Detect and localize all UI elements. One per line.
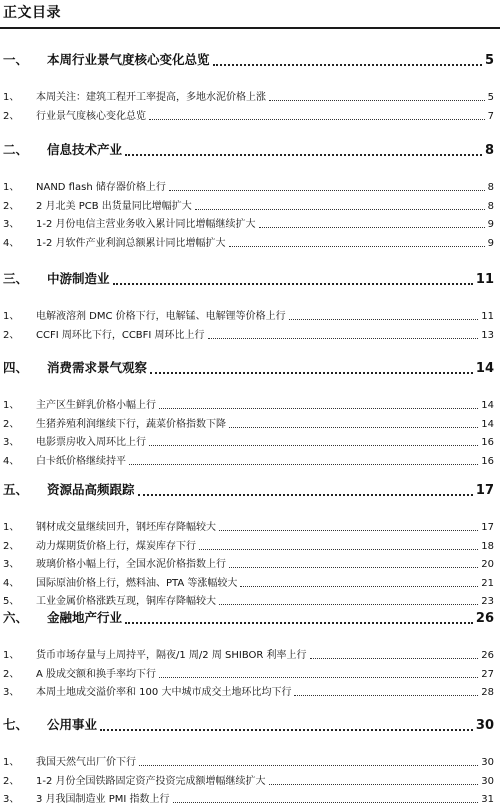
subsection-page-number: 7 [487, 110, 494, 122]
subsection-number: 2、 [3, 540, 20, 552]
dot-leader [150, 372, 473, 374]
subsection-number: 4、 [3, 455, 20, 467]
toc-subsection-entry[interactable] [0, 89, 500, 103]
subsection-title: 1-2 月份电信主营业务收入累计同比增幅继续扩大 [36, 219, 256, 230]
toc-subsection-entry[interactable] [0, 235, 500, 249]
toc-subsection-entry[interactable] [0, 773, 500, 787]
section-title: 信息技术产业 [47, 142, 123, 157]
toc-subsection-entry[interactable] [0, 538, 500, 552]
subsection-number: 3、 [3, 219, 20, 230]
subsection-page-number: 8 [487, 200, 494, 212]
subsection-number: 4、 [3, 577, 20, 589]
subsection-title: NAND flash 储存器价格上行 [36, 182, 166, 193]
subsection-title: 3 月我国制造业 PMI 指数上行 [36, 794, 170, 805]
subsection-title: 玻璃价格小幅上行，全国水泥价格指数上行 [36, 559, 226, 570]
subsection-title: 国际原油价格上行，燃料油、PTA 等涨幅较大 [36, 577, 238, 589]
subsection-title: 白卡纸价格继续持平 [36, 455, 126, 467]
subsection-number: 3、 [3, 437, 20, 448]
subsection-number: 2、 [3, 668, 20, 680]
subsection-title: A 股成交额和换手率均下行 [36, 668, 157, 680]
dot-leader [159, 408, 478, 409]
subsection-title: 主产区生鲜乳价格小幅上行 [36, 400, 156, 411]
toc-subsection-entry[interactable] [0, 308, 500, 322]
subsection-number: 2、 [3, 775, 20, 787]
subsection-page-number: 28 [481, 687, 494, 698]
dot-leader [138, 494, 473, 496]
section-number: 五、 [3, 482, 29, 497]
toc-section-entry[interactable] [0, 480, 500, 498]
dot-leader [100, 729, 473, 731]
subsection-number: 2、 [3, 329, 20, 341]
toc-section-entry[interactable] [0, 715, 500, 733]
dot-leader [139, 765, 478, 766]
section-title: 资源品高频跟踪 [47, 482, 135, 497]
subsection-page-number: 30 [481, 757, 494, 768]
subsection-page-number: 23 [481, 596, 494, 607]
toc-section-entry[interactable] [0, 140, 500, 158]
dot-leader [229, 567, 478, 568]
subsection-number: 3、 [3, 794, 20, 805]
section-title: 金融地产行业 [47, 610, 123, 625]
toc-subsection-entry[interactable] [0, 575, 500, 589]
toc-subsection-entry[interactable] [0, 519, 500, 533]
dot-leader [173, 802, 479, 803]
toc-subsection-entry[interactable] [0, 593, 500, 607]
dot-leader [125, 622, 473, 624]
dot-leader [129, 464, 478, 465]
subsection-page-number: 13 [481, 329, 494, 341]
subsection-number: 1、 [3, 311, 20, 322]
subsection-page-number: 16 [481, 437, 494, 448]
subsection-page-number: 9 [487, 237, 494, 249]
subsection-title: 电影票房收入周环比上行 [36, 437, 146, 448]
section-page-number: 30 [475, 718, 494, 733]
subsection-page-number: 8 [487, 182, 494, 193]
subsection-number: 2、 [3, 418, 20, 430]
subsection-title: 我国天然气出厂价下行 [36, 757, 136, 768]
section-page-number: 5 [484, 53, 494, 68]
toc-subsection-entry[interactable] [0, 791, 500, 805]
subsection-page-number: 16 [481, 455, 494, 467]
toc-subsection-entry[interactable] [0, 397, 500, 411]
toc-section-entry[interactable] [0, 269, 500, 287]
subsection-number: 2、 [3, 200, 20, 212]
subsection-title: 本周土地成交溢价率和 100 大中城市成交土地环比均下行 [36, 687, 292, 698]
toc-subsection-entry[interactable] [0, 754, 500, 768]
subsection-title: 电解液溶剂 DMC 价格下行，电解锰、电解锂等价格上行 [36, 311, 286, 322]
subsection-number: 5、 [3, 596, 20, 607]
subsection-page-number: 21 [481, 577, 494, 589]
toc-subsection-entry[interactable] [0, 684, 500, 698]
dot-leader [169, 190, 485, 191]
subsection-page-number: 14 [481, 418, 494, 430]
subsection-page-number: 18 [481, 540, 494, 552]
dot-leader [269, 784, 479, 785]
dot-leader [229, 427, 478, 428]
section-page-number: 14 [475, 361, 494, 376]
page-title: 正文目录 [3, 5, 61, 21]
subsection-page-number: 26 [481, 650, 494, 661]
section-page-number: 8 [484, 143, 494, 158]
section-number: 六、 [3, 610, 29, 625]
dot-leader [213, 64, 482, 66]
section-page-number: 26 [475, 611, 494, 626]
dot-leader [113, 283, 473, 285]
subsection-number: 1、 [3, 182, 20, 193]
dot-leader [149, 445, 478, 446]
subsection-page-number: 27 [481, 668, 494, 680]
subsection-number: 2、 [3, 110, 20, 122]
section-number: 二、 [3, 142, 29, 157]
subsection-title: 工业金属价格涨跌互现，铜库存降幅较大 [36, 596, 216, 607]
subsection-title: 2 月北美 PCB 出货量同比增幅扩大 [36, 200, 192, 212]
dot-leader [219, 530, 478, 531]
toc-section-entry[interactable] [0, 50, 500, 68]
dot-leader [259, 227, 485, 228]
toc-section-entry[interactable] [0, 608, 500, 626]
section-title: 消费需求景气观察 [47, 360, 148, 375]
dot-leader [294, 695, 478, 696]
section-page-number: 17 [475, 483, 494, 498]
subsection-page-number: 17 [481, 522, 494, 533]
subsection-number: 4、 [3, 237, 20, 249]
dot-leader [269, 100, 485, 101]
subsection-title: 钢材成交量继续回升，钢坯库存降幅较大 [36, 522, 216, 533]
dot-leader [199, 549, 478, 550]
subsection-page-number: 9 [487, 219, 494, 230]
toc-subsection-entry[interactable] [0, 327, 500, 341]
subsection-page-number: 31 [481, 794, 494, 805]
dot-leader [125, 154, 482, 156]
toc-subsection-entry[interactable] [0, 647, 500, 661]
dot-leader [149, 119, 485, 120]
subsection-number: 1、 [3, 650, 20, 661]
toc-section-entry[interactable] [0, 358, 500, 376]
subsection-page-number: 11 [481, 311, 494, 322]
subsection-page-number: 20 [481, 559, 494, 570]
section-title: 中游制造业 [47, 271, 110, 286]
toc-subsection-entry[interactable] [0, 434, 500, 448]
subsection-page-number: 30 [481, 775, 494, 787]
toc-subsection-entry[interactable] [0, 556, 500, 570]
subsection-title: 行业景气度核心变化总览 [36, 110, 146, 122]
toc-subsection-entry[interactable] [0, 453, 500, 467]
dot-leader [240, 586, 478, 587]
subsection-title: 本周关注：建筑工程开工率提高，多地水泥价格上涨 [36, 92, 266, 103]
dot-leader [229, 246, 485, 247]
dot-leader [219, 604, 478, 605]
toc-subsection-entry[interactable] [0, 198, 500, 212]
dot-leader [159, 677, 478, 678]
subsection-number: 1、 [3, 522, 20, 533]
subsection-page-number: 14 [481, 400, 494, 411]
subsection-page-number: 5 [487, 92, 494, 103]
toc-subsection-entry[interactable] [0, 216, 500, 230]
section-number: 三、 [3, 271, 29, 286]
subsection-number: 3、 [3, 687, 20, 698]
dot-leader [310, 658, 479, 659]
subsection-number: 1、 [3, 757, 20, 768]
subsection-title: 1-2 月软件产业利润总额累计同比增幅扩大 [36, 237, 226, 249]
dot-leader [208, 338, 479, 339]
dot-leader [289, 319, 479, 320]
section-title: 公用事业 [47, 717, 98, 732]
section-number: 七、 [3, 717, 29, 732]
toc-subsection-entry[interactable] [0, 416, 500, 430]
section-title: 本周行业景气度核心变化总览 [47, 52, 210, 67]
subsection-title: 货币市场存量与上周持平，隔夜/1 周/2 周 SHIBOR 利率上行 [36, 650, 307, 661]
subsection-number: 1、 [3, 92, 20, 103]
dot-leader [195, 209, 485, 210]
toc-subsection-entry[interactable] [0, 666, 500, 680]
subsection-number: 3、 [3, 559, 20, 570]
toc-subsection-entry[interactable] [0, 108, 500, 122]
section-number: 一、 [3, 52, 29, 67]
section-number: 四、 [3, 360, 29, 375]
subsection-number: 1、 [3, 400, 20, 411]
toc-subsection-entry[interactable] [0, 179, 500, 193]
subsection-title: 动力煤期货价格上行，煤炭库存下行 [36, 540, 196, 552]
subsection-title: 生猪养殖利润继续下行，蔬菜价格指数下降 [36, 418, 226, 430]
subsection-title: 1-2 月份全国铁路固定资产投资完成额增幅继续扩大 [36, 775, 266, 787]
section-page-number: 11 [475, 272, 494, 287]
subsection-title: CCFI 周环比下行，CCBFI 周环比上行 [36, 329, 205, 341]
